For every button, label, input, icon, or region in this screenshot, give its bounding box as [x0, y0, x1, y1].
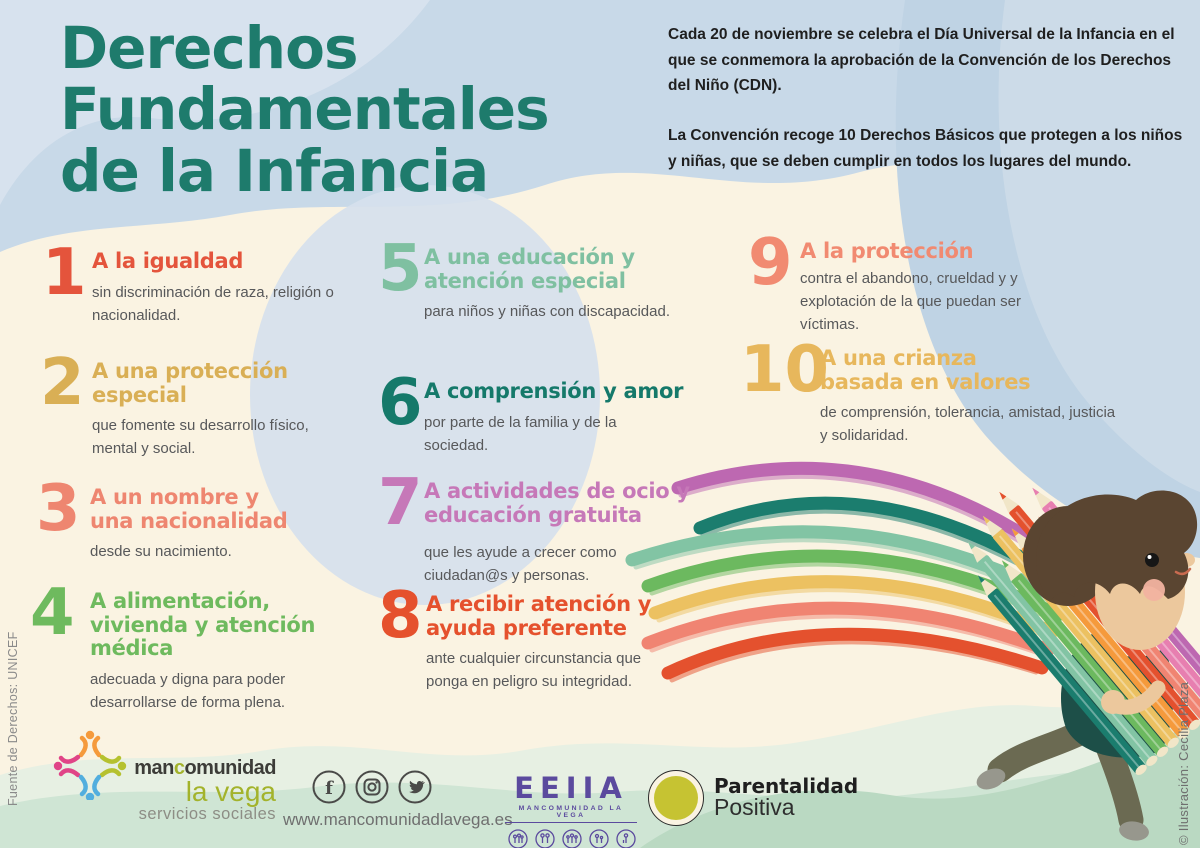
right-body: para niños y niñas con discapacidad.: [424, 303, 670, 321]
right-item-5: [378, 232, 674, 323]
right-title: A actividades de ocio y educación gratuita: [424, 479, 690, 527]
right-body: que fomente su desarrollo físico, mental y social.: [92, 417, 309, 458]
right-title: A alimentación, vivienda y atención médica: [90, 589, 316, 661]
website-url: www.mancomunidadlavega.es: [283, 810, 513, 829]
right-title: A la igualdad: [92, 249, 244, 273]
intro-paragraph-1: Cada 20 de noviembre se celebra el Día Universal de la Infancia en el que se conmemora la aprobación de la Convención de los Derechos del Niño (CDN).: [668, 26, 1175, 95]
instagram-icon: [355, 770, 389, 804]
right-number: 5: [378, 232, 423, 306]
right-body: ante cualquier circunstancia que ponga en peligro su integridad.: [426, 650, 642, 691]
intro-text: [668, 22, 1183, 199]
right-item-6: [378, 366, 709, 457]
right-number: 8: [378, 579, 423, 653]
right-body: de comprensión, tolerancia, amistad, justicia y solidaridad.: [820, 404, 1116, 445]
parentalidad-line2: Positiva: [714, 794, 795, 821]
facebook-icon: [312, 770, 346, 804]
right-number: 1: [42, 236, 87, 310]
child-cheek: [1143, 579, 1165, 601]
mancomunidad-logo: [52, 728, 276, 824]
right-number: 6: [378, 366, 423, 440]
right-number: 10: [740, 333, 830, 407]
right-item-2: [40, 346, 342, 461]
social-icons: [312, 770, 432, 804]
right-item-3: [36, 472, 340, 563]
eeiia-program-icons: [505, 827, 637, 848]
page-title-line: de la Infancia: [60, 136, 489, 205]
right-body: adecuada y digna para poder desarrollarse de forma plena.: [90, 670, 286, 711]
right-body: desde su nacimiento.: [90, 543, 232, 561]
logo-person-top: [81, 731, 99, 755]
parentalidad-line1: Parentalidad: [714, 774, 859, 799]
right-title: A una protección especial: [92, 359, 288, 407]
right-number: 9: [748, 226, 793, 300]
right-item-1: [42, 236, 342, 327]
right-item-7: [378, 466, 714, 588]
eeiia-subtitle: MANCOMUNIDAD LA VEGA: [505, 805, 637, 823]
parentalidad-circle: [648, 770, 704, 826]
right-number: 7: [378, 466, 423, 540]
child-hand: [1101, 690, 1125, 714]
right-item-4: [30, 576, 350, 714]
child-eye: [1145, 553, 1159, 567]
page-title-line: Fundamentales: [60, 75, 549, 144]
mancomunidad-lavega: la vega: [185, 776, 276, 807]
right-body: que les ayude a crecer como ciudadan@s y personas.: [424, 544, 617, 585]
eeiia-wordmark: EEIIA: [514, 771, 628, 805]
mancomunidad-wordmark: mancomunidad: [134, 757, 276, 779]
mancomunidad-servicios: servicios sociales: [138, 805, 276, 824]
right-number: 4: [30, 576, 75, 650]
logo-person-left: [54, 757, 78, 775]
source-credit: Fuente de Derechos: UNICEF: [6, 631, 20, 806]
right-title: A una educación y atención especial: [424, 245, 635, 293]
right-item-10: [740, 333, 1130, 448]
illustrator-credit: © Ilustración: Cecilia Plaza: [1176, 681, 1191, 845]
right-body: sin discriminación de raza, religión o nacionalidad.: [92, 283, 334, 324]
page-title-line: Derechos: [60, 14, 358, 82]
right-title: A una crianza basada en valores: [820, 346, 1031, 394]
parentalidad-positiva-logo: [648, 770, 858, 826]
right-item-8: [378, 579, 686, 694]
eeiia-logo: [505, 771, 637, 848]
right-number: 2: [40, 346, 85, 420]
twitter-icon: [398, 770, 432, 804]
page-title: [60, 14, 549, 205]
child-eye-glint: [1148, 555, 1152, 559]
right-title: A comprensión y amor: [424, 379, 684, 403]
right-title: A recibir atención y ayuda preferente: [426, 592, 652, 640]
right-body: por parte de la familia y de la sociedad.: [424, 413, 617, 454]
right-number: 3: [36, 472, 81, 546]
right-body: contra el abandono, crueldad y y explotación de la que puedan ser víctimas.: [800, 269, 1022, 334]
right-title: A la protección: [800, 239, 974, 263]
svg-text:f: f: [325, 778, 333, 799]
right-title: A un nombre y una nacionalidad: [90, 485, 288, 533]
right-item-9: [748, 226, 1080, 336]
intro-paragraph-2: La Convención recoge 10 Derechos Básicos que protegen a los niños y niñas, que se deben cumplir en todos los lugares del mundo.: [668, 127, 1183, 170]
logo-person-bottom: [81, 777, 99, 800]
